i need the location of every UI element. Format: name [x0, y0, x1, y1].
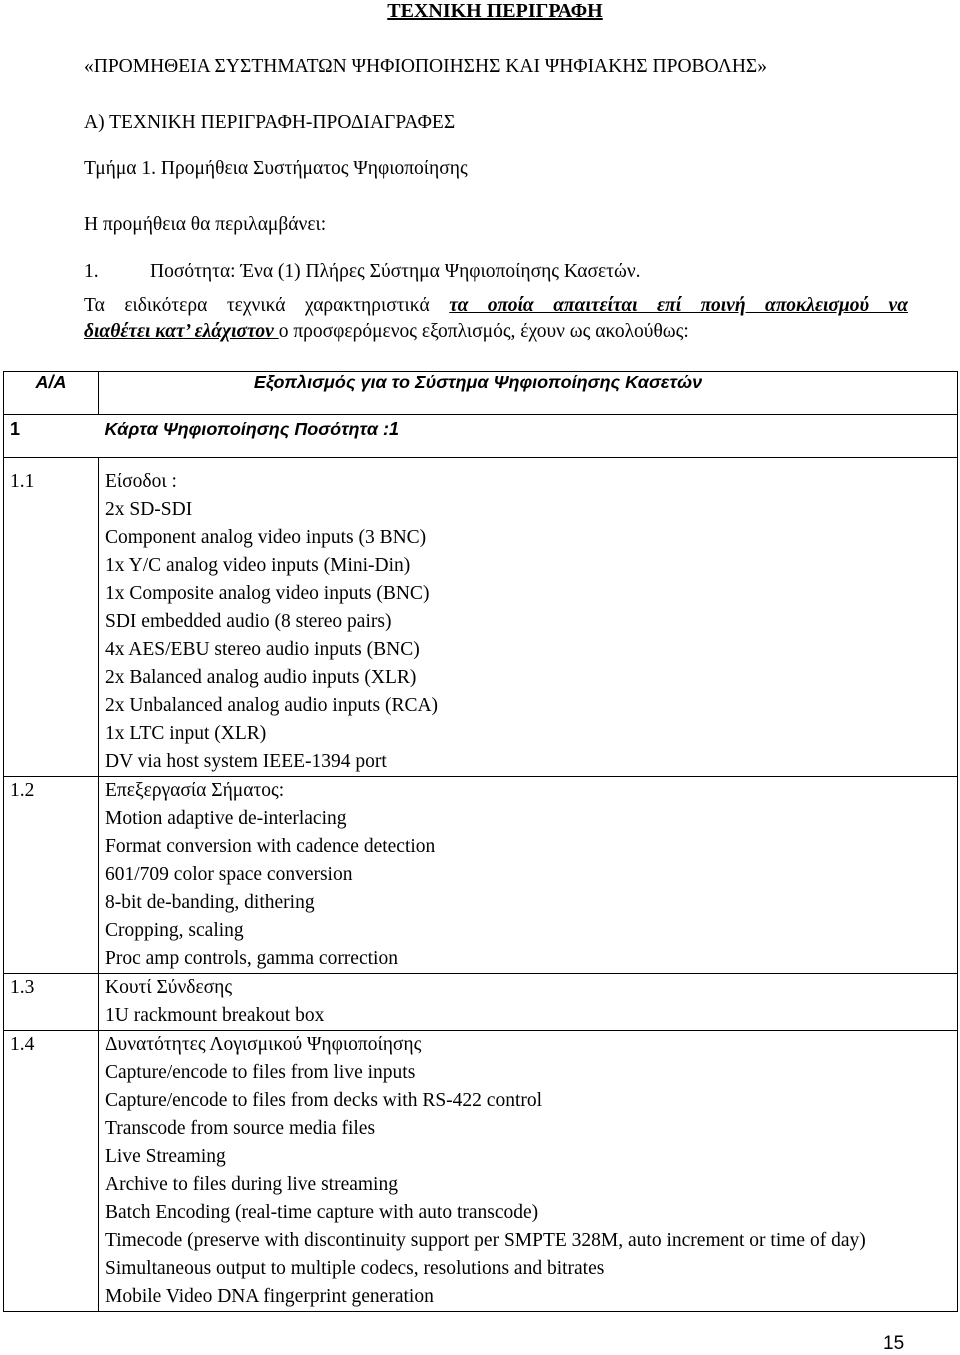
- row-line: SDI embedded audio (8 stereo pairs): [105, 611, 392, 632]
- row-number-cell: [4, 1031, 99, 1312]
- row-line: 8-bit de-banding, dithering: [105, 892, 315, 913]
- row-number-cell: [4, 974, 99, 1031]
- row-line: Timecode (preserve with discontinuity support per SMPTE 328M, auto increment or time of day): [105, 1230, 866, 1251]
- column-header-aa: Α/Α: [4, 372, 99, 415]
- table-row: [4, 468, 958, 777]
- table-row: [4, 974, 958, 1031]
- row-line: 2x SD-SDI: [105, 499, 193, 520]
- row-number-cell: [4, 468, 99, 777]
- item-1-number: 1.: [84, 261, 99, 282]
- document-title: ΤΕΧΝΙΚΗ ΠΕΡΙΓΡΑΦΗ: [387, 0, 603, 22]
- row-line: 1x Y/C analog video inputs (Mini-Din): [105, 555, 411, 576]
- row-line: Είσοδοι :: [105, 471, 177, 492]
- row-line: Live Streaming: [105, 1146, 226, 1167]
- row-line: Batch Encoding (real-time capture with auto transcode): [105, 1202, 539, 1223]
- page-number: 15: [883, 1333, 905, 1354]
- spec-emphasis-1: τα οποία απαιτείται επί ποινή αποκλεισμού να: [449, 295, 908, 316]
- intro-text: Η προμήθεια θα περιλαμβάνει:: [84, 214, 327, 235]
- part-heading: Τμήμα 1. Προμήθεια Συστήματος Ψηφιοποίησης: [84, 158, 468, 179]
- row-line: 4x AES/EBU stereo audio inputs (BNC): [105, 639, 420, 660]
- spec-paragraph-line1: [84, 290, 908, 321]
- row-line: Simultaneous output to multiple codecs, resolutions and bitrates: [105, 1258, 605, 1279]
- row-line: Capture/encode to files from decks with RS-422 control: [105, 1090, 543, 1111]
- spec-text-start: Τα ειδικότερα τεχνικά χαρακτηριστικά: [84, 295, 450, 316]
- row-line: Κουτί Σύνδεσης: [105, 977, 233, 998]
- section-heading: Α) ΤΕΧΝΙΚΗ ΠΕΡΙΓΡΑΦΗ-ΠΡΟΔΙΑΓΡΑΦΕΣ: [84, 112, 456, 133]
- row-line: 601/709 color space conversion: [105, 864, 353, 885]
- row-line: 1x Composite analog video inputs (BNC): [105, 583, 430, 604]
- row-line: Transcode from source media files: [105, 1118, 376, 1139]
- row-line: 2x Balanced analog audio inputs (XLR): [105, 667, 417, 688]
- spacer-row: [4, 458, 958, 469]
- equipment-table: [3, 371, 958, 1312]
- card-title: Κάρτα Ψηφιοποίησης Ποσότητα :1: [99, 415, 958, 458]
- row-line: DV via host system IEEE-1394 port: [105, 751, 387, 772]
- row-line: Format conversion with cadence detection: [105, 836, 436, 857]
- spec-text-end: ο προσφερόμενος εξοπλισμός, έχουν ως ακολούθως:: [278, 321, 689, 342]
- row-line: Component analog video inputs (3 BNC): [105, 527, 427, 548]
- row-line: 2x Unbalanced analog audio inputs (RCA): [105, 695, 439, 716]
- row-content: [99, 777, 958, 974]
- row-line: 1x LTC input (XLR): [105, 723, 267, 744]
- row-number-cell: [4, 777, 99, 974]
- card-row: [4, 415, 958, 458]
- row-content: [99, 1031, 958, 1312]
- row-line: Επεξεργασία Σήματος:: [105, 780, 285, 801]
- spec-emphasis-2: διαθέτει κατ’ ελάχιστον: [84, 321, 279, 342]
- column-header-equipment: Εξοπλισμός για το Σύστημα Ψηφιοποίησης Κασετών: [99, 372, 958, 415]
- spec-paragraph-line2: [84, 321, 689, 343]
- table-row: [4, 777, 958, 974]
- row-line: Cropping, scaling: [105, 920, 244, 941]
- row-line: Mobile Video DNA fingerprint generation: [105, 1286, 434, 1307]
- row-line: Archive to files during live streaming: [105, 1174, 398, 1195]
- row-content: [99, 468, 958, 777]
- row-number: 1.1: [10, 471, 35, 492]
- row-number: 1.3: [10, 977, 35, 998]
- row-line: Δυνατότητες Λογισμικού Ψηφιοποίησης: [105, 1034, 422, 1055]
- card-number: 1: [4, 415, 99, 458]
- row-number: 1.2: [10, 780, 35, 801]
- item-1-text: Ποσότητα: Ένα (1) Πλήρες Σύστημα Ψηφιοποίησης Κασετών.: [150, 261, 641, 282]
- table-header-row: [4, 372, 958, 415]
- row-line: Motion adaptive de-interlacing: [105, 808, 347, 829]
- row-content: [99, 974, 958, 1031]
- row-line: Proc amp controls, gamma correction: [105, 948, 398, 969]
- document-subtitle: «ΠΡΟΜΗΘΕΙΑ ΣΥΣΤΗΜΑΤΩΝ ΨΗΦΙΟΠΟΙΗΣΗΣ ΚΑΙ ΨΗΦΙΑΚΗΣ ΠΡΟΒΟΛΗΣ»: [84, 56, 768, 77]
- row-number: 1.4: [10, 1034, 35, 1055]
- row-line: Capture/encode to files from live inputs: [105, 1062, 416, 1083]
- table-row: [4, 1031, 958, 1312]
- item-1: [84, 261, 641, 283]
- row-line: 1U rackmount breakout box: [105, 1005, 325, 1026]
